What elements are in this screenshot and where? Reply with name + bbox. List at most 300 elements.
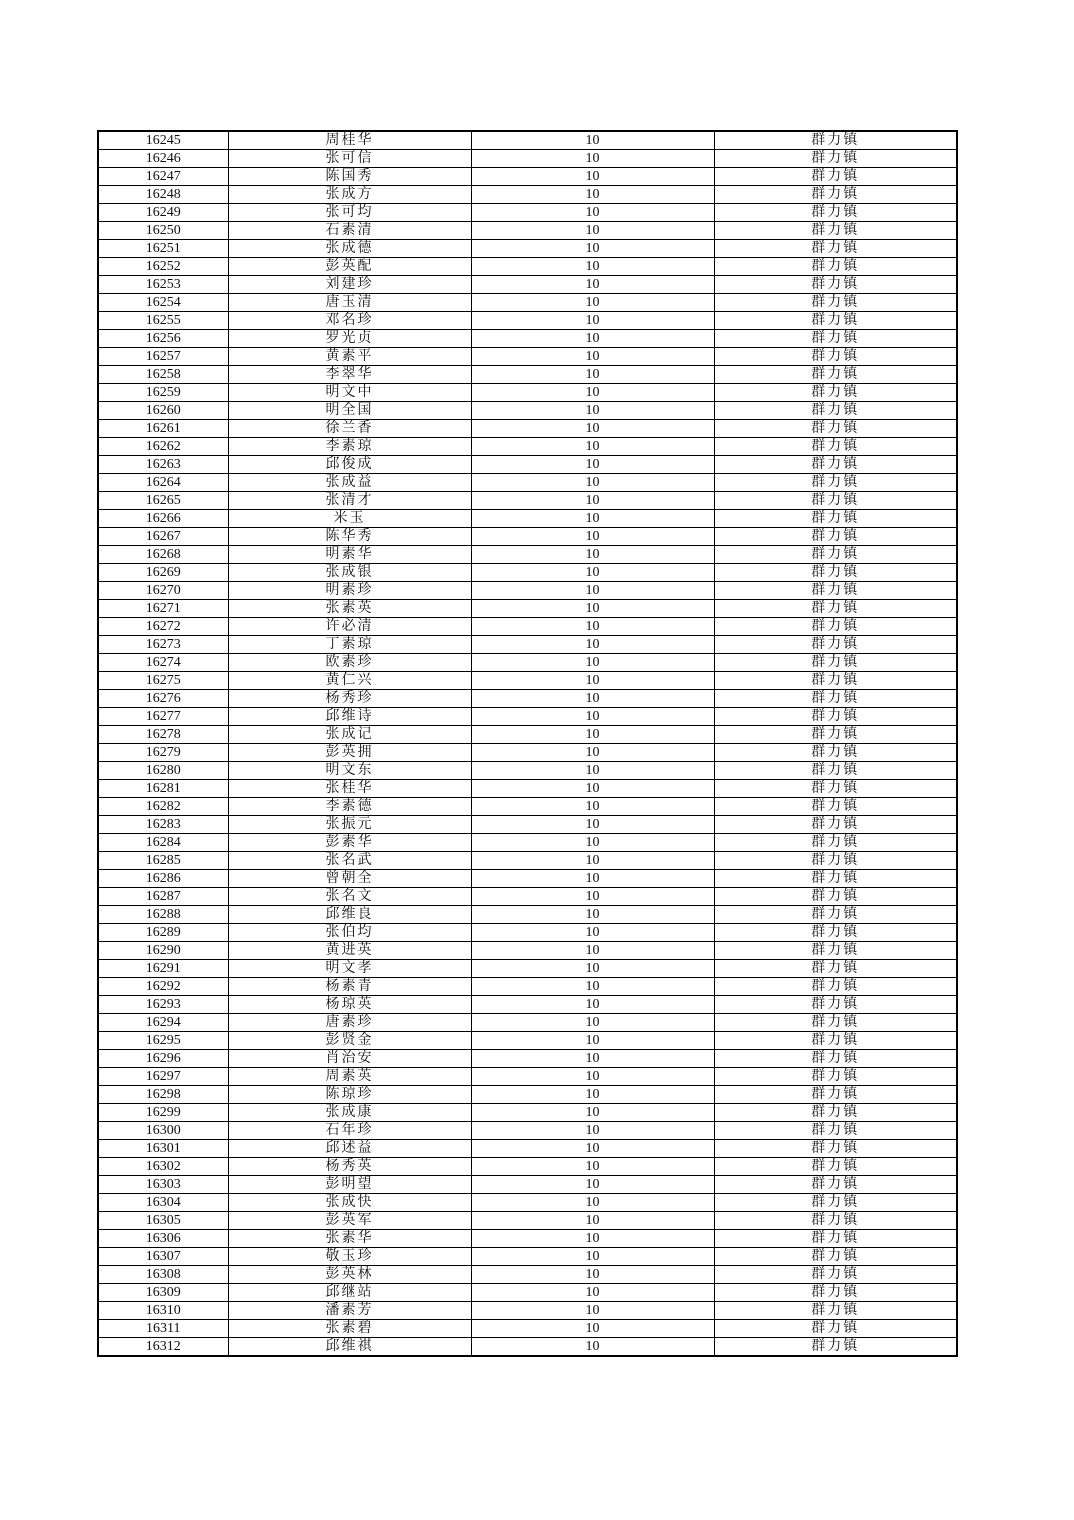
- cell-name: 邱维诗: [228, 708, 471, 726]
- table-row: [98, 996, 957, 1014]
- cell-value: 10: [471, 888, 714, 906]
- cell-town: 群力镇: [714, 474, 957, 492]
- table-row: [98, 924, 957, 942]
- cell-name: 许必清: [228, 618, 471, 636]
- table-row: [98, 402, 957, 420]
- cell-value: 10: [471, 1050, 714, 1068]
- cell-name: 刘建珍: [228, 276, 471, 294]
- cell-name: 邱述益: [228, 1140, 471, 1158]
- cell-town: 群力镇: [714, 492, 957, 510]
- cell-value: 10: [471, 330, 714, 348]
- cell-value: 10: [471, 384, 714, 402]
- table-row: [98, 762, 957, 780]
- cell-value: 10: [471, 1194, 714, 1212]
- cell-town: 群力镇: [714, 618, 957, 636]
- cell-town: 群力镇: [714, 1212, 957, 1230]
- cell-id: 16295: [98, 1032, 228, 1050]
- cell-id: 16251: [98, 240, 228, 258]
- cell-name: 张名武: [228, 852, 471, 870]
- cell-id: 16267: [98, 528, 228, 546]
- cell-name: 明文孝: [228, 960, 471, 978]
- cell-value: 10: [471, 1068, 714, 1086]
- cell-id: 16294: [98, 1014, 228, 1032]
- cell-name: 敬玉珍: [228, 1248, 471, 1266]
- cell-name: 杨素青: [228, 978, 471, 996]
- cell-name: 黄进英: [228, 942, 471, 960]
- cell-name: 明素华: [228, 546, 471, 564]
- cell-town: 群力镇: [714, 816, 957, 834]
- cell-id: 16283: [98, 816, 228, 834]
- cell-id: 16276: [98, 690, 228, 708]
- cell-name: 周素英: [228, 1068, 471, 1086]
- table-row: [98, 744, 957, 762]
- cell-value: 10: [471, 1230, 714, 1248]
- cell-id: 16288: [98, 906, 228, 924]
- cell-name: 周桂华: [228, 131, 471, 150]
- table-row: [98, 366, 957, 384]
- cell-value: 10: [471, 546, 714, 564]
- cell-town: 群力镇: [714, 1032, 957, 1050]
- cell-town: 群力镇: [714, 1104, 957, 1122]
- cell-town: 群力镇: [714, 1338, 957, 1357]
- cell-town: 群力镇: [714, 834, 957, 852]
- cell-value: 10: [471, 276, 714, 294]
- cell-id: 16278: [98, 726, 228, 744]
- cell-name: 张成方: [228, 186, 471, 204]
- cell-id: 16310: [98, 1302, 228, 1320]
- table-row: [98, 1140, 957, 1158]
- cell-name: 邓名珍: [228, 312, 471, 330]
- cell-town: 群力镇: [714, 384, 957, 402]
- table-row: [98, 240, 957, 258]
- cell-value: 10: [471, 1122, 714, 1140]
- cell-town: 群力镇: [714, 744, 957, 762]
- cell-name: 张可均: [228, 204, 471, 222]
- cell-value: 10: [471, 1248, 714, 1266]
- cell-name: 张成记: [228, 726, 471, 744]
- cell-name: 欧素珍: [228, 654, 471, 672]
- cell-town: 群力镇: [714, 762, 957, 780]
- cell-name: 黄仁兴: [228, 672, 471, 690]
- cell-value: 10: [471, 168, 714, 186]
- table-row: [98, 618, 957, 636]
- cell-name: 陈华秀: [228, 528, 471, 546]
- cell-town: 群力镇: [714, 294, 957, 312]
- cell-town: 群力镇: [714, 636, 957, 654]
- table-row: [98, 1032, 957, 1050]
- cell-value: 10: [471, 1158, 714, 1176]
- table-body: [98, 131, 957, 1356]
- cell-id: 16301: [98, 1140, 228, 1158]
- cell-id: 16286: [98, 870, 228, 888]
- cell-value: 10: [471, 1266, 714, 1284]
- cell-id: 16292: [98, 978, 228, 996]
- cell-town: 群力镇: [714, 438, 957, 456]
- cell-id: 16248: [98, 186, 228, 204]
- cell-id: 16298: [98, 1086, 228, 1104]
- cell-name: 张振元: [228, 816, 471, 834]
- cell-name: 张素华: [228, 1230, 471, 1248]
- cell-id: 16290: [98, 942, 228, 960]
- cell-value: 10: [471, 870, 714, 888]
- cell-value: 10: [471, 762, 714, 780]
- cell-id: 16263: [98, 456, 228, 474]
- table-row: [98, 852, 957, 870]
- cell-name: 彭英军: [228, 1212, 471, 1230]
- cell-value: 10: [471, 1176, 714, 1194]
- cell-town: 群力镇: [714, 852, 957, 870]
- cell-id: 16299: [98, 1104, 228, 1122]
- cell-id: 16304: [98, 1194, 228, 1212]
- cell-id: 16308: [98, 1266, 228, 1284]
- cell-town: 群力镇: [714, 1086, 957, 1104]
- cell-value: 10: [471, 618, 714, 636]
- cell-town: 群力镇: [714, 690, 957, 708]
- table-row: [98, 1266, 957, 1284]
- cell-name: 彭贤金: [228, 1032, 471, 1050]
- cell-town: 群力镇: [714, 312, 957, 330]
- cell-id: 16281: [98, 780, 228, 798]
- cell-name: 明文东: [228, 762, 471, 780]
- cell-town: 群力镇: [714, 528, 957, 546]
- cell-id: 16270: [98, 582, 228, 600]
- cell-id: 16254: [98, 294, 228, 312]
- table-row: [98, 204, 957, 222]
- cell-id: 16255: [98, 312, 228, 330]
- cell-id: 16268: [98, 546, 228, 564]
- cell-value: 10: [471, 131, 714, 150]
- cell-town: 群力镇: [714, 131, 957, 150]
- cell-value: 10: [471, 978, 714, 996]
- table-row: [98, 474, 957, 492]
- cell-town: 群力镇: [714, 1176, 957, 1194]
- cell-id: 16287: [98, 888, 228, 906]
- table-row: [98, 888, 957, 906]
- table-row: [98, 1068, 957, 1086]
- cell-id: 16269: [98, 564, 228, 582]
- cell-value: 10: [471, 942, 714, 960]
- cell-value: 10: [471, 960, 714, 978]
- cell-name: 彭明望: [228, 1176, 471, 1194]
- cell-name: 邱维良: [228, 906, 471, 924]
- cell-id: 16250: [98, 222, 228, 240]
- cell-town: 群力镇: [714, 600, 957, 618]
- cell-value: 10: [471, 402, 714, 420]
- cell-name: 杨秀英: [228, 1158, 471, 1176]
- data-table: [97, 130, 958, 1357]
- cell-value: 10: [471, 1212, 714, 1230]
- cell-town: 群力镇: [714, 942, 957, 960]
- cell-name: 李素德: [228, 798, 471, 816]
- cell-town: 群力镇: [714, 672, 957, 690]
- table-row: [98, 798, 957, 816]
- cell-value: 10: [471, 654, 714, 672]
- table-row: [98, 492, 957, 510]
- cell-value: 10: [471, 1086, 714, 1104]
- cell-name: 石年珍: [228, 1122, 471, 1140]
- cell-id: 16280: [98, 762, 228, 780]
- cell-town: 群力镇: [714, 1302, 957, 1320]
- table-row: [98, 168, 957, 186]
- cell-value: 10: [471, 240, 714, 258]
- cell-id: 16264: [98, 474, 228, 492]
- cell-town: 群力镇: [714, 204, 957, 222]
- cell-town: 群力镇: [714, 978, 957, 996]
- cell-value: 10: [471, 312, 714, 330]
- cell-name: 彭英拥: [228, 744, 471, 762]
- cell-id: 16273: [98, 636, 228, 654]
- table-row: [98, 131, 957, 150]
- cell-town: 群力镇: [714, 546, 957, 564]
- cell-value: 10: [471, 438, 714, 456]
- table-row: [98, 348, 957, 366]
- cell-town: 群力镇: [714, 420, 957, 438]
- table-row: [98, 420, 957, 438]
- cell-value: 10: [471, 744, 714, 762]
- cell-town: 群力镇: [714, 186, 957, 204]
- cell-name: 唐素珍: [228, 1014, 471, 1032]
- cell-value: 10: [471, 456, 714, 474]
- table-row: [98, 1194, 957, 1212]
- cell-value: 10: [471, 204, 714, 222]
- cell-id: 16305: [98, 1212, 228, 1230]
- cell-id: 16274: [98, 654, 228, 672]
- table-row: [98, 672, 957, 690]
- cell-id: 16279: [98, 744, 228, 762]
- table-row: [98, 258, 957, 276]
- table-row: [98, 1230, 957, 1248]
- cell-id: 16260: [98, 402, 228, 420]
- cell-value: 10: [471, 600, 714, 618]
- cell-value: 10: [471, 726, 714, 744]
- cell-value: 10: [471, 186, 714, 204]
- cell-value: 10: [471, 420, 714, 438]
- cell-id: 16285: [98, 852, 228, 870]
- cell-town: 群力镇: [714, 996, 957, 1014]
- cell-town: 群力镇: [714, 582, 957, 600]
- cell-value: 10: [471, 1014, 714, 1032]
- table-row: [98, 870, 957, 888]
- cell-town: 群力镇: [714, 456, 957, 474]
- table-row: [98, 1302, 957, 1320]
- cell-town: 群力镇: [714, 1230, 957, 1248]
- cell-id: 16296: [98, 1050, 228, 1068]
- table-row: [98, 528, 957, 546]
- cell-name: 罗光贞: [228, 330, 471, 348]
- cell-town: 群力镇: [714, 150, 957, 168]
- cell-town: 群力镇: [714, 870, 957, 888]
- cell-town: 群力镇: [714, 960, 957, 978]
- cell-value: 10: [471, 510, 714, 528]
- table-row: [98, 564, 957, 582]
- cell-id: 16265: [98, 492, 228, 510]
- table-row: [98, 294, 957, 312]
- cell-id: 16272: [98, 618, 228, 636]
- cell-name: 张素碧: [228, 1320, 471, 1338]
- cell-name: 邱维祺: [228, 1338, 471, 1357]
- cell-town: 群力镇: [714, 1248, 957, 1266]
- cell-value: 10: [471, 582, 714, 600]
- table-row: [98, 1158, 957, 1176]
- cell-name: 李翠华: [228, 366, 471, 384]
- cell-town: 群力镇: [714, 1320, 957, 1338]
- table-row: [98, 222, 957, 240]
- cell-town: 群力镇: [714, 1140, 957, 1158]
- cell-value: 10: [471, 1140, 714, 1158]
- cell-name: 张素英: [228, 600, 471, 618]
- cell-id: 16312: [98, 1338, 228, 1357]
- cell-town: 群力镇: [714, 510, 957, 528]
- cell-value: 10: [471, 1338, 714, 1357]
- cell-name: 彭英配: [228, 258, 471, 276]
- table-row: [98, 150, 957, 168]
- cell-town: 群力镇: [714, 888, 957, 906]
- cell-value: 10: [471, 492, 714, 510]
- cell-town: 群力镇: [714, 906, 957, 924]
- cell-name: 邱继站: [228, 1284, 471, 1302]
- table-row: [98, 1050, 957, 1068]
- cell-value: 10: [471, 1302, 714, 1320]
- cell-town: 群力镇: [714, 780, 957, 798]
- cell-id: 16284: [98, 834, 228, 852]
- cell-name: 邱俊成: [228, 456, 471, 474]
- cell-town: 群力镇: [714, 1266, 957, 1284]
- cell-name: 彭素华: [228, 834, 471, 852]
- cell-town: 群力镇: [714, 726, 957, 744]
- table-row: [98, 510, 957, 528]
- table-row: [98, 942, 957, 960]
- cell-value: 10: [471, 924, 714, 942]
- cell-name: 明文中: [228, 384, 471, 402]
- cell-town: 群力镇: [714, 1068, 957, 1086]
- table-row: [98, 636, 957, 654]
- cell-name: 张名文: [228, 888, 471, 906]
- table-row: [98, 312, 957, 330]
- cell-value: 10: [471, 528, 714, 546]
- table-row: [98, 1014, 957, 1032]
- cell-town: 群力镇: [714, 564, 957, 582]
- cell-id: 16282: [98, 798, 228, 816]
- cell-name: 杨琼英: [228, 996, 471, 1014]
- table-row: [98, 276, 957, 294]
- cell-town: 群力镇: [714, 330, 957, 348]
- cell-value: 10: [471, 1320, 714, 1338]
- cell-town: 群力镇: [714, 1122, 957, 1140]
- table-row: [98, 456, 957, 474]
- cell-town: 群力镇: [714, 258, 957, 276]
- cell-id: 16311: [98, 1320, 228, 1338]
- cell-id: 16257: [98, 348, 228, 366]
- cell-name: 米玉: [228, 510, 471, 528]
- cell-town: 群力镇: [714, 168, 957, 186]
- cell-town: 群力镇: [714, 348, 957, 366]
- cell-value: 10: [471, 150, 714, 168]
- cell-town: 群力镇: [714, 276, 957, 294]
- cell-name: 张清才: [228, 492, 471, 510]
- cell-name: 曾朝全: [228, 870, 471, 888]
- cell-name: 黄素平: [228, 348, 471, 366]
- cell-name: 明素珍: [228, 582, 471, 600]
- cell-value: 10: [471, 1104, 714, 1122]
- cell-town: 群力镇: [714, 1014, 957, 1032]
- cell-name: 张桂华: [228, 780, 471, 798]
- cell-value: 10: [471, 816, 714, 834]
- table-row: [98, 1122, 957, 1140]
- table-row: [98, 1212, 957, 1230]
- cell-id: 16261: [98, 420, 228, 438]
- cell-name: 肖治安: [228, 1050, 471, 1068]
- cell-name: 丁素琼: [228, 636, 471, 654]
- cell-town: 群力镇: [714, 366, 957, 384]
- cell-id: 16262: [98, 438, 228, 456]
- cell-id: 16277: [98, 708, 228, 726]
- cell-name: 张成德: [228, 240, 471, 258]
- table-row: [98, 654, 957, 672]
- cell-id: 16302: [98, 1158, 228, 1176]
- table-row: [98, 690, 957, 708]
- cell-value: 10: [471, 366, 714, 384]
- cell-name: 唐玉清: [228, 294, 471, 312]
- table-row: [98, 330, 957, 348]
- cell-id: 16256: [98, 330, 228, 348]
- cell-name: 潘素芳: [228, 1302, 471, 1320]
- cell-id: 16275: [98, 672, 228, 690]
- cell-id: 16303: [98, 1176, 228, 1194]
- cell-id: 16306: [98, 1230, 228, 1248]
- cell-name: 杨秀珍: [228, 690, 471, 708]
- cell-id: 16246: [98, 150, 228, 168]
- cell-name: 李素琼: [228, 438, 471, 456]
- cell-town: 群力镇: [714, 402, 957, 420]
- cell-name: 彭英林: [228, 1266, 471, 1284]
- cell-value: 10: [471, 348, 714, 366]
- cell-value: 10: [471, 906, 714, 924]
- cell-id: 16258: [98, 366, 228, 384]
- cell-id: 16247: [98, 168, 228, 186]
- table-row: [98, 1104, 957, 1122]
- cell-id: 16307: [98, 1248, 228, 1266]
- table-row: [98, 906, 957, 924]
- cell-value: 10: [471, 294, 714, 312]
- cell-town: 群力镇: [714, 1194, 957, 1212]
- cell-id: 16252: [98, 258, 228, 276]
- table-row: [98, 978, 957, 996]
- cell-value: 10: [471, 1284, 714, 1302]
- cell-id: 16289: [98, 924, 228, 942]
- table-row: [98, 1320, 957, 1338]
- cell-value: 10: [471, 636, 714, 654]
- table-row: [98, 960, 957, 978]
- cell-id: 16245: [98, 131, 228, 150]
- cell-value: 10: [471, 996, 714, 1014]
- table-row: [98, 1284, 957, 1302]
- table-row: [98, 1338, 957, 1357]
- cell-name: 张成银: [228, 564, 471, 582]
- cell-value: 10: [471, 834, 714, 852]
- table-row: [98, 834, 957, 852]
- cell-name: 陈国秀: [228, 168, 471, 186]
- cell-value: 10: [471, 258, 714, 276]
- cell-id: 16300: [98, 1122, 228, 1140]
- cell-id: 16291: [98, 960, 228, 978]
- cell-id: 16293: [98, 996, 228, 1014]
- cell-name: 张成康: [228, 1104, 471, 1122]
- cell-value: 10: [471, 1032, 714, 1050]
- cell-value: 10: [471, 672, 714, 690]
- cell-name: 石素清: [228, 222, 471, 240]
- cell-id: 16266: [98, 510, 228, 528]
- table-row: [98, 546, 957, 564]
